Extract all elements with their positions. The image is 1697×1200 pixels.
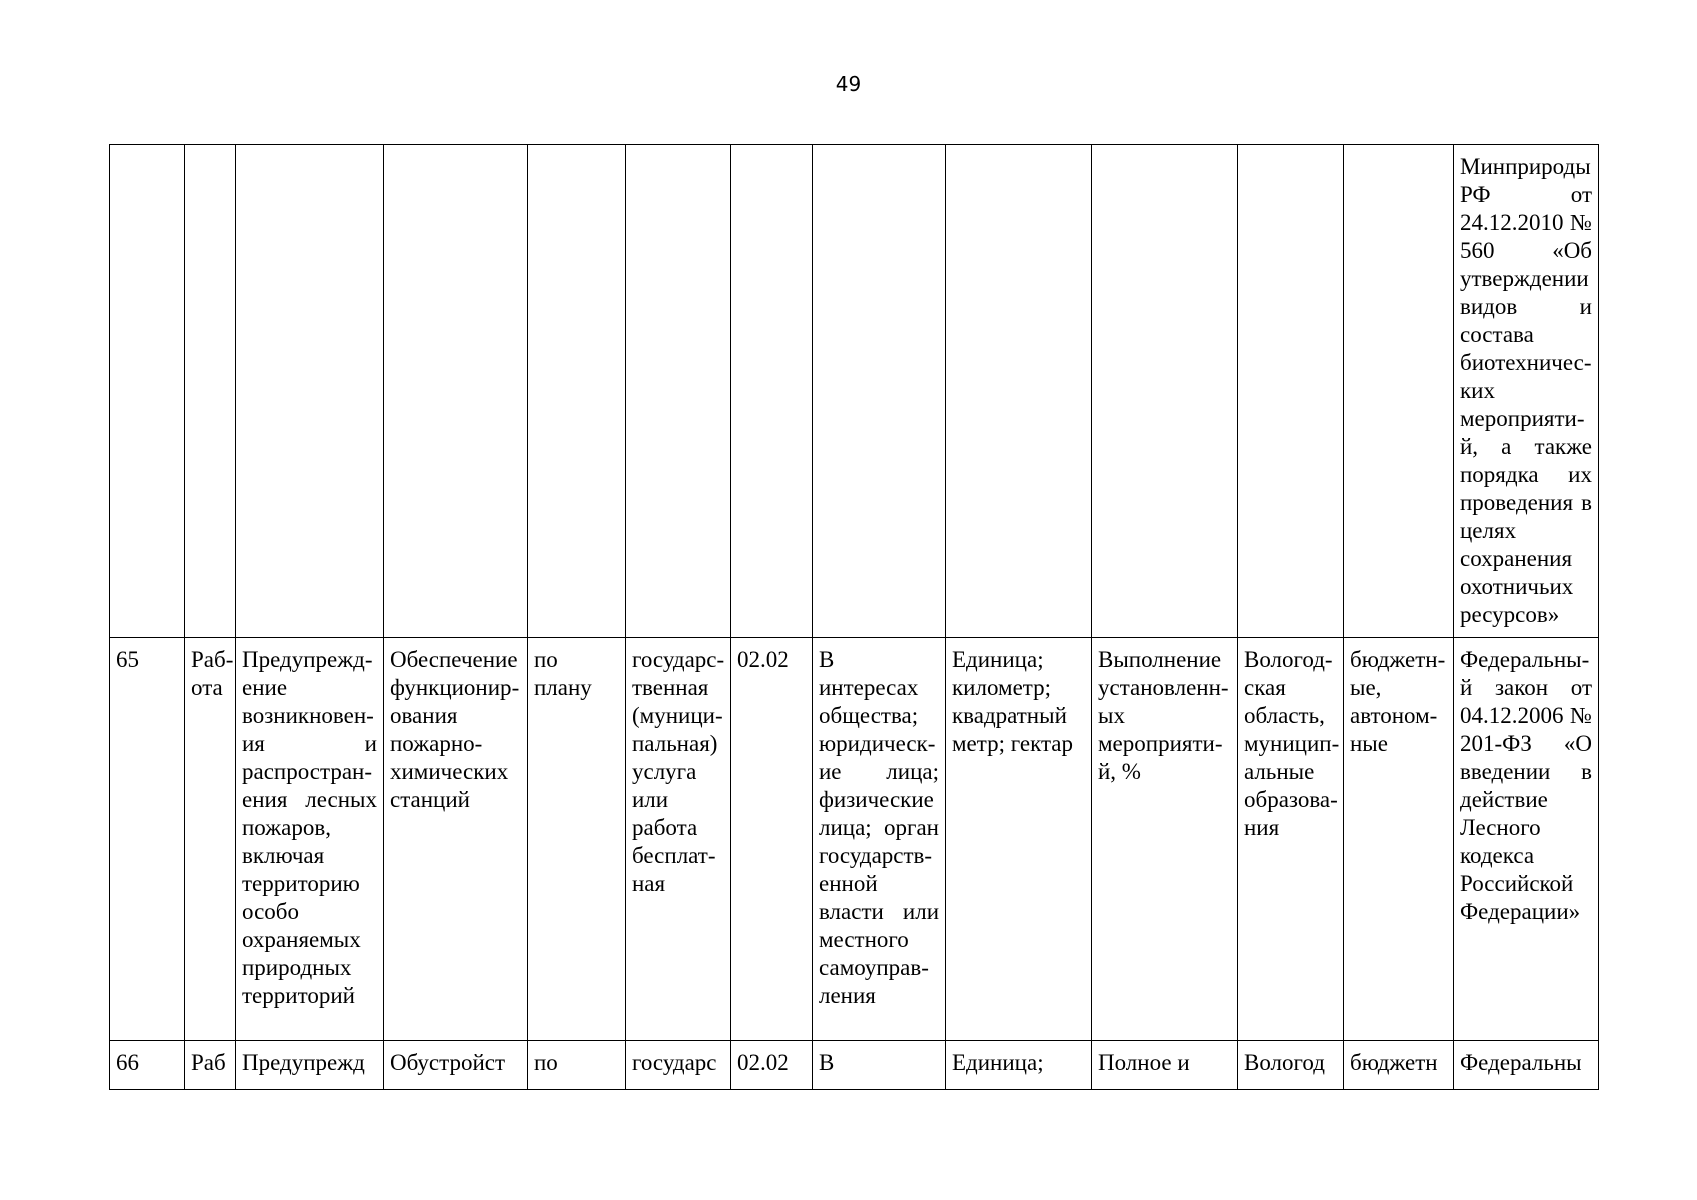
- cell-category: государственная (муниципальная) услуга или работа бесплатная: [626, 638, 731, 1041]
- table-row: [110, 1041, 1599, 1090]
- page-number: 49: [835, 72, 862, 96]
- cell-units: [946, 145, 1092, 638]
- cell-legal-basis: Федеральны: [1454, 1041, 1599, 1090]
- cell-territory: Вологодская область, муниципальные образования: [1238, 638, 1344, 1041]
- cell-units: Единица;: [946, 1041, 1092, 1090]
- cell-service: Обустройст: [384, 1041, 528, 1090]
- cell-type: Работа: [185, 638, 236, 1041]
- cell-code: 02.02: [731, 1041, 813, 1090]
- cell-indicator: Полное и: [1092, 1041, 1238, 1090]
- cell-frequency: [528, 145, 626, 638]
- cell-code: [731, 145, 813, 638]
- cell-activity: Предупрежд: [236, 1041, 384, 1090]
- cell-institution-type: бюджетн: [1344, 1041, 1454, 1090]
- cell-institution-type: бюджетные, автономные: [1344, 638, 1454, 1041]
- cell-number: [110, 145, 185, 638]
- cell-code: 02.02: [731, 638, 813, 1041]
- cell-consumers: В: [813, 1041, 946, 1090]
- cell-legal-basis: Минприроды РФ от 24.12.2010 № 560 «Об утверждении видов и состава биотехнических мероприятий, а также порядка их проведения в целях сохранения охотничьих ресурсов»: [1454, 145, 1599, 638]
- cell-territory: [1238, 145, 1344, 638]
- cell-frequency: по: [528, 1041, 626, 1090]
- cell-service: [384, 145, 528, 638]
- services-table: [109, 144, 1599, 1090]
- cell-number: 65: [110, 638, 185, 1041]
- cell-units: Единица; километр; квадратный метр; гектар: [946, 638, 1092, 1041]
- cell-category: [626, 145, 731, 638]
- cell-number: 66: [110, 1041, 185, 1090]
- table-row: [110, 145, 1599, 638]
- cell-indicator: Выполнение установленных мероприятий, %: [1092, 638, 1238, 1041]
- table-row: [110, 638, 1599, 1041]
- cell-type: [185, 145, 236, 638]
- cell-type: Раб: [185, 1041, 236, 1090]
- cell-indicator: [1092, 145, 1238, 638]
- cell-frequency: по плану: [528, 638, 626, 1041]
- cell-consumers: В интересах общества; юридические лица; физические лица; орган государственной власти или местного самоуправления: [813, 638, 946, 1041]
- cell-territory: Вологод: [1238, 1041, 1344, 1090]
- cell-consumers: [813, 145, 946, 638]
- cell-service: Обеспечение функционирования пожарно-химических станций: [384, 638, 528, 1041]
- cell-institution-type: [1344, 145, 1454, 638]
- cell-activity: [236, 145, 384, 638]
- cell-activity: Предупреждение возникновения и распространения лесных пожаров, включая территорию особо охраняемых природных территорий: [236, 638, 384, 1041]
- cell-category: государс: [626, 1041, 731, 1090]
- cell-legal-basis: Федеральный закон от 04.12.2006 № 201-ФЗ «О введении в действие Лесного кодекса Российской Федерации»: [1454, 638, 1599, 1041]
